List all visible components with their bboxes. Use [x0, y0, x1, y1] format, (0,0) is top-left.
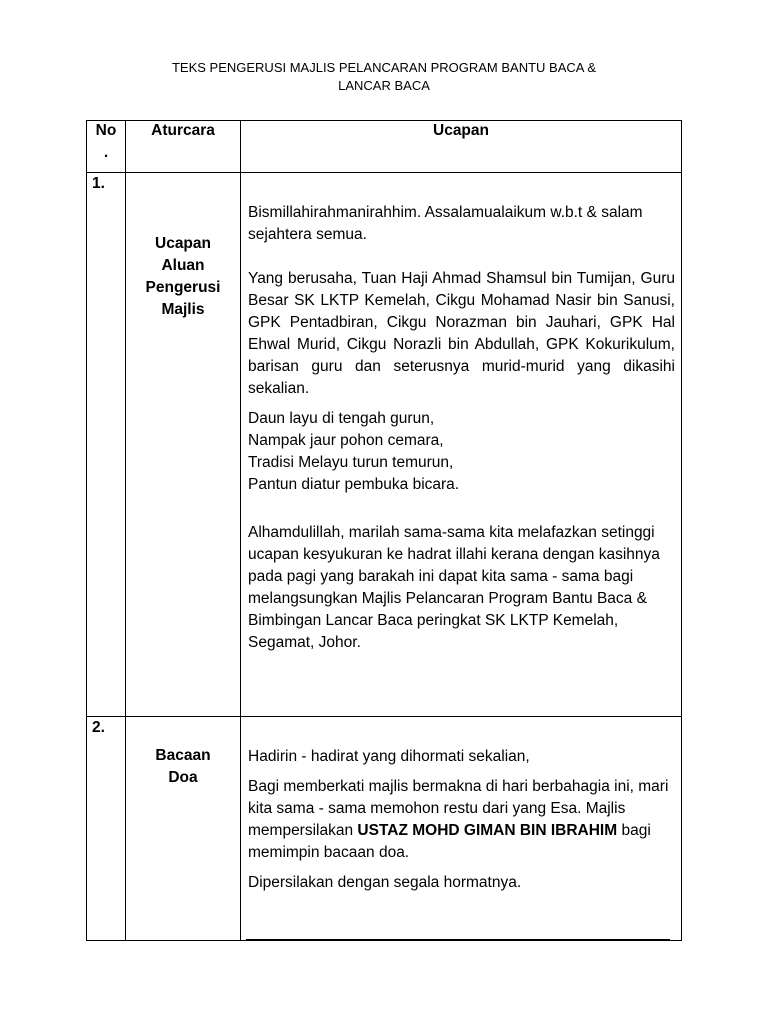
- row-1-greeting: Bismillahirahmanirahhim. Assalamualaikum w.b.t & salam sejahtera semua.: [248, 204, 643, 243]
- pantun-line: Tradisi Melayu turun temurun,: [248, 454, 454, 471]
- row-1-aturcara-line: Ucapan: [155, 235, 211, 252]
- table-border-right: [681, 120, 682, 941]
- row-2-invitation-text: Bagi memberkati majlis bermakna di hari berbahagia ini, mari kita sama - sama memohon restu dari yang Esa. Majlis mempersilakan: [248, 778, 669, 839]
- row-2-invitation-end: bagi memimpin bacaan doa.: [248, 822, 651, 861]
- row-1-opening-paragraph: Alhamdulillah, marilah sama-sama kita melafazkan setinggi ucapan kesyukuran ke hadrat illahi kerana dengan kasihnya pada pagi yang barakah ini dapat kita sama - sama bagi melangsungkan Majlis Pelancaran Program Bantu Baca & Bimbingan Lancar Baca peringkat SK LKTP Kemelah, Segamat, Johor.: [248, 524, 660, 651]
- row-2-greeting: Hadirin - hadirat yang dihormati sekalian,: [248, 748, 530, 765]
- row-2-aturcara: [126, 745, 240, 789]
- row-2-closing: Dipersilakan dengan segala hormatnya.: [248, 874, 522, 891]
- row-1-aturcara: [126, 233, 240, 321]
- header-row-divider: [86, 172, 682, 173]
- table-border-bottom: [86, 940, 682, 941]
- header-no-text: No: [95, 122, 117, 139]
- row-2-invitation: [248, 776, 675, 864]
- bottom-underline: [246, 939, 670, 940]
- row-2-aturcara-line: Bacaan: [155, 747, 211, 764]
- row-1-salutation: Yang berusaha, Tuan Haji Ahmad Shamsul bin Tumijan, Guru Besar SK LKTP Kemelah, Cikgu Mohamad Nasir bin Sanusi, GPK Pentadbiran, Cikgu Norazman bin Jauhari, GPK Hal Ehwal Murid, Cikgu Norazli bin Abdullah, GPK Kokurikulum, barisan guru dan seterusnya murid-murid yang dikasihi sekalian.: [248, 270, 675, 397]
- row-2-number: 2.: [92, 719, 105, 736]
- title-line-2: LANCAR BACA: [338, 78, 430, 93]
- row-1-aturcara-line: Aluan: [161, 257, 205, 274]
- row-1-number: 1.: [92, 175, 105, 192]
- pantun-line: Pantun diatur pembuka bicara.: [248, 476, 460, 493]
- pantun-line: Daun layu di tengah gurun,: [248, 410, 435, 427]
- column-divider-2: [240, 120, 241, 941]
- header-aturcara: Aturcara: [151, 122, 215, 139]
- header-no: [88, 120, 124, 164]
- table-border-left: [86, 120, 87, 941]
- row-1-ucapan: [248, 202, 675, 654]
- row-2-invitee-name: USTAZ MOHD GIMAN BIN IBRAHIM: [357, 822, 618, 839]
- document-title: [100, 59, 668, 95]
- row-1-pantun: [248, 408, 675, 496]
- row-1-aturcara-line: Majlis: [161, 301, 205, 318]
- row-divider: [86, 716, 682, 717]
- header-ucapan: Ucapan: [433, 122, 489, 139]
- row-2-aturcara-line: Doa: [168, 769, 198, 786]
- program-table: [86, 120, 682, 941]
- pantun-line: Nampak jaur pohon cemara,: [248, 432, 444, 449]
- header-no-dot: .: [103, 144, 109, 161]
- title-line-1: TEKS PENGERUSI MAJLIS PELANCARAN PROGRAM BANTU BACA &: [171, 60, 597, 75]
- row-2-ucapan: [248, 746, 675, 894]
- row-1-aturcara-line: Pengerusi: [145, 279, 221, 296]
